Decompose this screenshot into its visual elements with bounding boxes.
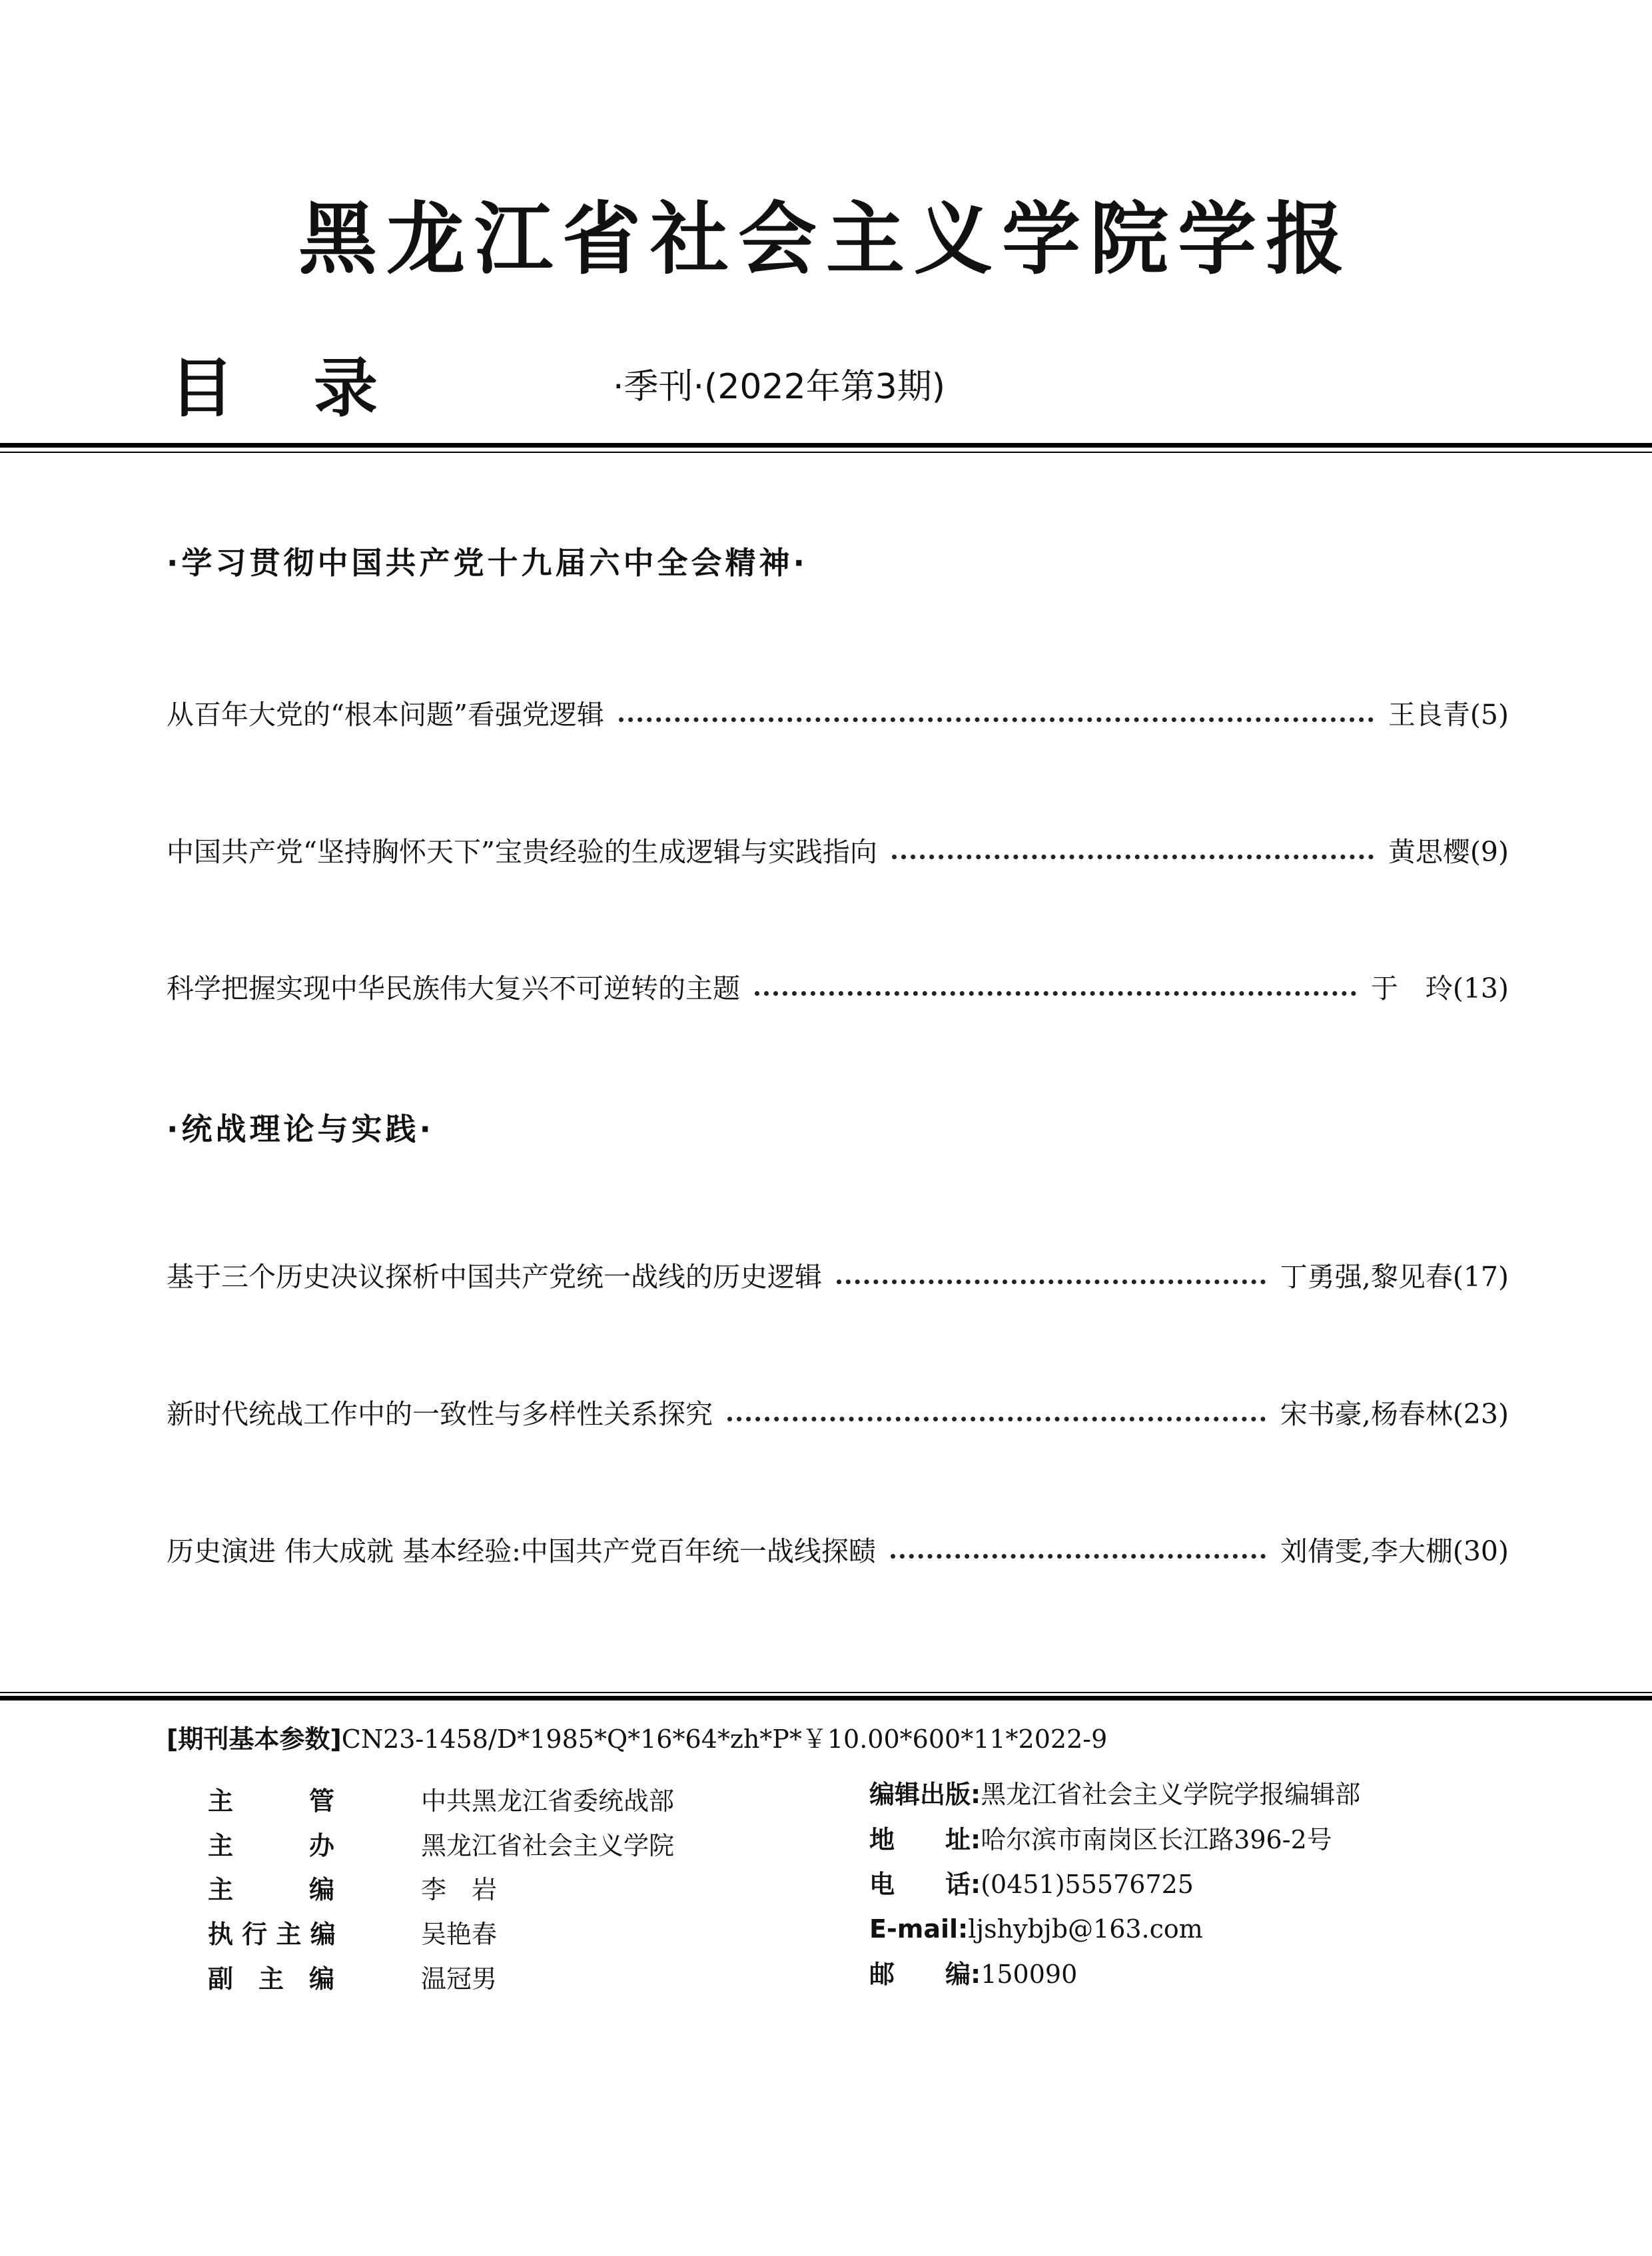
dot-leader — [727, 1417, 1266, 1421]
entry-title: 中国共产党“坚持胸怀天下”宝贵经验的生成逻辑与实践指向 — [167, 836, 877, 868]
header-rule-thin — [0, 452, 1652, 453]
dot-leader — [619, 717, 1374, 722]
masthead-value: 中共黑龙江省委统战部 — [421, 1786, 675, 1816]
parameters-label: [期刊基本参数] — [167, 1724, 342, 1754]
contact-row — [869, 1962, 1077, 1987]
entry-author-page: 宋书豪,杨春林(23) — [1280, 1398, 1509, 1430]
entry-title: 基于三个历史决议探析中国共产党统一战线的历史逻辑 — [167, 1261, 822, 1293]
entry-author-page: 于 玲(13) — [1370, 972, 1509, 1004]
contact-value: 黑龙江省社会主义学院学报编辑部 — [981, 1780, 1361, 1809]
contact-label: E-mail: — [869, 1914, 969, 1944]
entry-author-page: 刘倩雯,李大棚(30) — [1280, 1535, 1509, 1567]
toc-heading-char-1: 目 — [170, 351, 234, 426]
dot-leader — [837, 1280, 1266, 1284]
contact-value: 哈尔滨市南岗区长江路396-2号 — [981, 1825, 1332, 1854]
dot-leader — [891, 1554, 1266, 1559]
dot-leader — [892, 855, 1374, 859]
entry-title: 从百年大党的“根本问题”看强党逻辑 — [167, 699, 604, 731]
contact-value[interactable]: ljshybjb@163.com — [968, 1914, 1203, 1944]
issue-info: ·季刊·(2022年第3期) — [613, 367, 946, 407]
contact-row — [869, 1872, 1194, 1897]
toc-entry[interactable] — [167, 1525, 1509, 1565]
toc-entry[interactable] — [167, 1251, 1509, 1291]
contact-label: 电 话: — [869, 1870, 981, 1899]
dot-leader — [755, 991, 1356, 996]
masthead-label: 主 管 — [208, 1786, 335, 1816]
toc-entry[interactable] — [167, 689, 1509, 729]
masthead-label: 主 办 — [208, 1831, 335, 1860]
entry-title: 科学把握实现中华民族伟大复兴不可逆转的主题 — [167, 972, 740, 1004]
journal-parameters — [167, 1726, 1107, 1752]
masthead-value: 吴艳春 — [421, 1920, 498, 1949]
entry-author-page: 丁勇强,黎见春(17) — [1280, 1261, 1509, 1293]
parameters-value: CN23-1458/D*1985*Q*16*64*zh*P*￥10.00*600*11*2022-9 — [341, 1724, 1108, 1754]
header-rule-thick — [0, 443, 1652, 448]
entry-title: 历史演进 伟大成就 基本经验:中国共产党百年统一战线探赜 — [167, 1535, 876, 1567]
contact-row — [869, 1782, 1360, 1807]
toc-entry[interactable] — [167, 962, 1509, 1002]
masthead-label: 执 行 主 编 — [208, 1920, 336, 1949]
entry-title: 新时代统战工作中的一致性与多样性关系探究 — [167, 1398, 713, 1430]
toc-heading — [170, 351, 378, 426]
contact-label: 邮 编: — [869, 1960, 981, 1989]
contact-label: 地 址: — [869, 1825, 981, 1854]
entry-author-page: 王良青(5) — [1388, 699, 1509, 731]
toc-heading-char-2: 录 — [314, 351, 378, 426]
contact-value: 150090 — [981, 1960, 1078, 1989]
footer-rule-thin — [0, 1692, 1652, 1693]
masthead-label: 副 主 编 — [208, 1964, 335, 1994]
contact-row — [869, 1827, 1332, 1852]
contact-label: 编辑出版: — [869, 1780, 981, 1809]
toc-entry[interactable] — [167, 1388, 1509, 1428]
entry-author-page: 黄思樱(9) — [1388, 836, 1509, 868]
contact-row — [869, 1916, 1203, 1942]
masthead-value: 黑龙江省社会主义学院 — [421, 1831, 675, 1860]
toc-entry[interactable] — [167, 826, 1509, 866]
masthead-value: 李 岩 — [421, 1875, 498, 1904]
journal-title: 黑龙江省社会主义学院学报 — [298, 192, 1354, 285]
masthead-label: 主 编 — [208, 1875, 335, 1904]
contact-value: (0451)55576725 — [981, 1870, 1194, 1899]
masthead-value: 温冠男 — [421, 1964, 498, 1994]
section-heading-1: ·学习贯彻中国共产党十九届六中全会精神· — [167, 545, 808, 581]
section-heading-2: ·统战理论与实践· — [167, 1111, 434, 1147]
footer-rule-thick — [0, 1696, 1652, 1700]
